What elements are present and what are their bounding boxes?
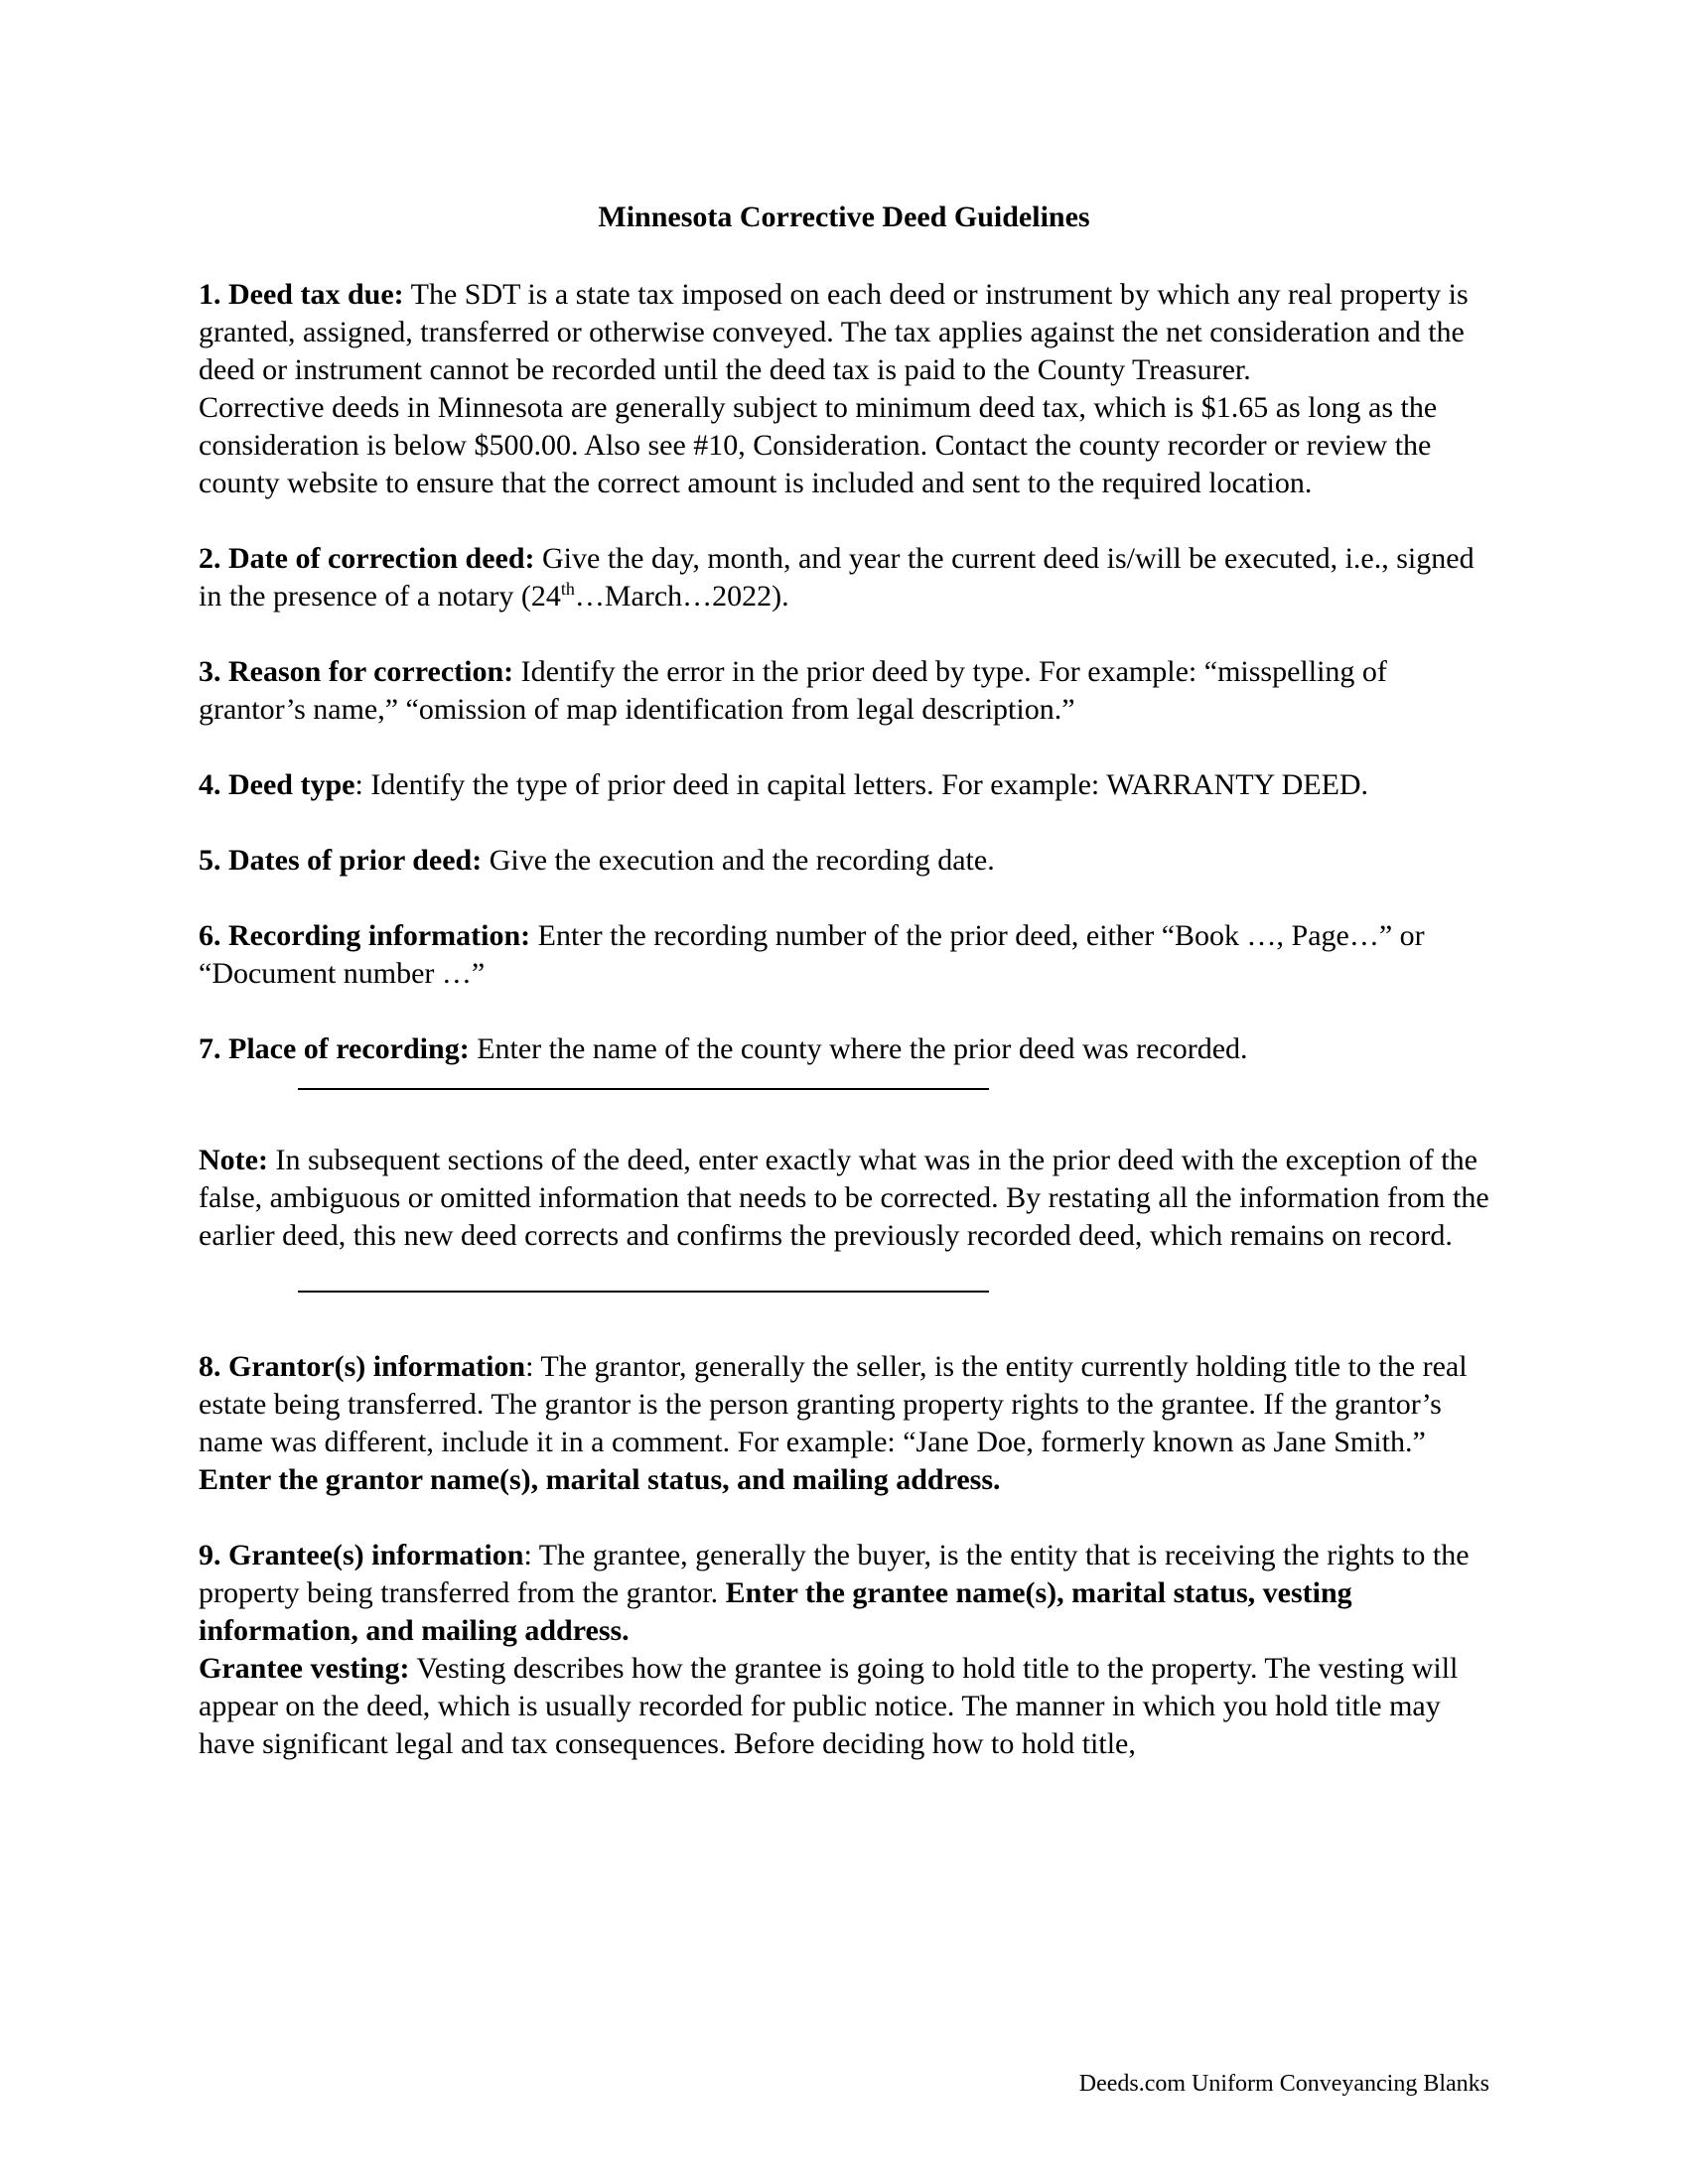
- section-deed-tax-continued: Corrective deeds in Minnesota are generally subject to minimum deed tax, which is $1.65 as long as the consideration is below $500.00. Also see #10, Consideration. Contact the county recorder or review the county website to ensure that the correct amount is included and sent to the required location.: [199, 391, 1438, 499]
- section-instruction: Enter the grantor name(s), marital status, and mailing address.: [199, 1463, 1001, 1496]
- page-footer: Deeds.com Uniform Conveyancing Blanks: [1078, 2071, 1489, 2097]
- section-deed-type: [199, 766, 1489, 804]
- section-note: [199, 1142, 1489, 1255]
- section-heading: 8. Grantor(s) information: [199, 1350, 526, 1383]
- section-grantor-information: [199, 1348, 1489, 1499]
- section-text: The SDT is a state tax imposed on each deed or instrument by which any real property is granted, assigned, transferred or otherwise conveyed. The tax applies against the net consideration and the deed or instrument cannot be recorded until the deed tax is paid to the County Treasurer.: [199, 278, 1469, 386]
- section-heading: Grantee vesting:: [199, 1652, 410, 1685]
- section-place-of-recording: [199, 1030, 1489, 1068]
- section-text: Identify the error in the prior deed by type. For example: “misspelling of grantor’s name,” “omission of map identification from legal description.”: [199, 655, 1387, 726]
- section-heading: 3. Reason for correction:: [199, 655, 514, 688]
- section-text: In subsequent sections of the deed, enter exactly what was in the prior deed with the exception of the false, ambiguous or omitted information that needs to be corrected. By restating all the information from the earlier deed, this new deed corrects and confirms the previously recorded deed, which remains on record.: [199, 1144, 1489, 1252]
- section-heading: Note:: [199, 1144, 268, 1176]
- document-page: [199, 199, 1489, 1763]
- section-text: : Identify the type of prior deed in capital letters. For example: WARRANTY DEED.: [354, 768, 1369, 801]
- divider-rule: [298, 1088, 989, 1090]
- section-reason-for-correction: [199, 653, 1489, 729]
- section-text: : The grantee, generally the buyer, is the entity that is receiving the rights to the property being transferred from the grantor.: [199, 1539, 1470, 1609]
- section-heading: 9. Grantee(s) information: [199, 1539, 524, 1571]
- ordinal-suffix: th: [560, 579, 575, 599]
- section-text: …March…2022).: [574, 580, 789, 613]
- section-heading: 6. Recording information:: [199, 919, 531, 952]
- section-heading: 5. Dates of prior deed:: [199, 844, 483, 877]
- section-heading: 1. Deed tax due:: [199, 278, 404, 311]
- divider-rule: [298, 1291, 989, 1293]
- section-instruction: Enter the grantee name(s), marital status, vesting information, and mailing address.: [199, 1576, 1352, 1647]
- section-recording-information: [199, 917, 1489, 993]
- section-heading: 4. Deed type: [199, 768, 355, 801]
- section-text: : The grantor, generally the seller, is the entity currently holding title to the real estate being transferred. The grantor is the person granting property rights to the grantee. If the grantor’s name was different, include it in a comment. For example: “Jane Doe, formerly known as Jane Smith.”: [199, 1350, 1468, 1458]
- section-grantee-vesting: [199, 1650, 1489, 1763]
- document-title: Minnesota Corrective Deed Guidelines: [598, 201, 1090, 233]
- section-text: Give the day, month, and year the current deed is/will be executed, i.e., signed in the presence of a notary (24: [199, 542, 1475, 613]
- section-text: Vesting describes how the grantee is going to hold title to the property. The vesting will appear on the deed, which is usually recorded for public notice. The manner in which you hold title may have significant legal and tax consequences. Before deciding how to hold title,: [199, 1652, 1459, 1760]
- section-text: Give the execution and the recording date.: [482, 844, 995, 877]
- section-heading: 2. Date of correction deed:: [199, 542, 535, 575]
- section-grantee-information: [199, 1537, 1489, 1650]
- section-dates-of-prior-deed: [199, 842, 1489, 880]
- section-date-of-correction: [199, 540, 1489, 615]
- section-heading: 7. Place of recording:: [199, 1032, 470, 1065]
- section-text: Enter the recording number of the prior deed, either “Book …, Page…” or “Document number …”: [199, 919, 1425, 990]
- section-text: Enter the name of the county where the prior deed was recorded.: [469, 1032, 1248, 1065]
- section-deed-tax: [199, 276, 1489, 389]
